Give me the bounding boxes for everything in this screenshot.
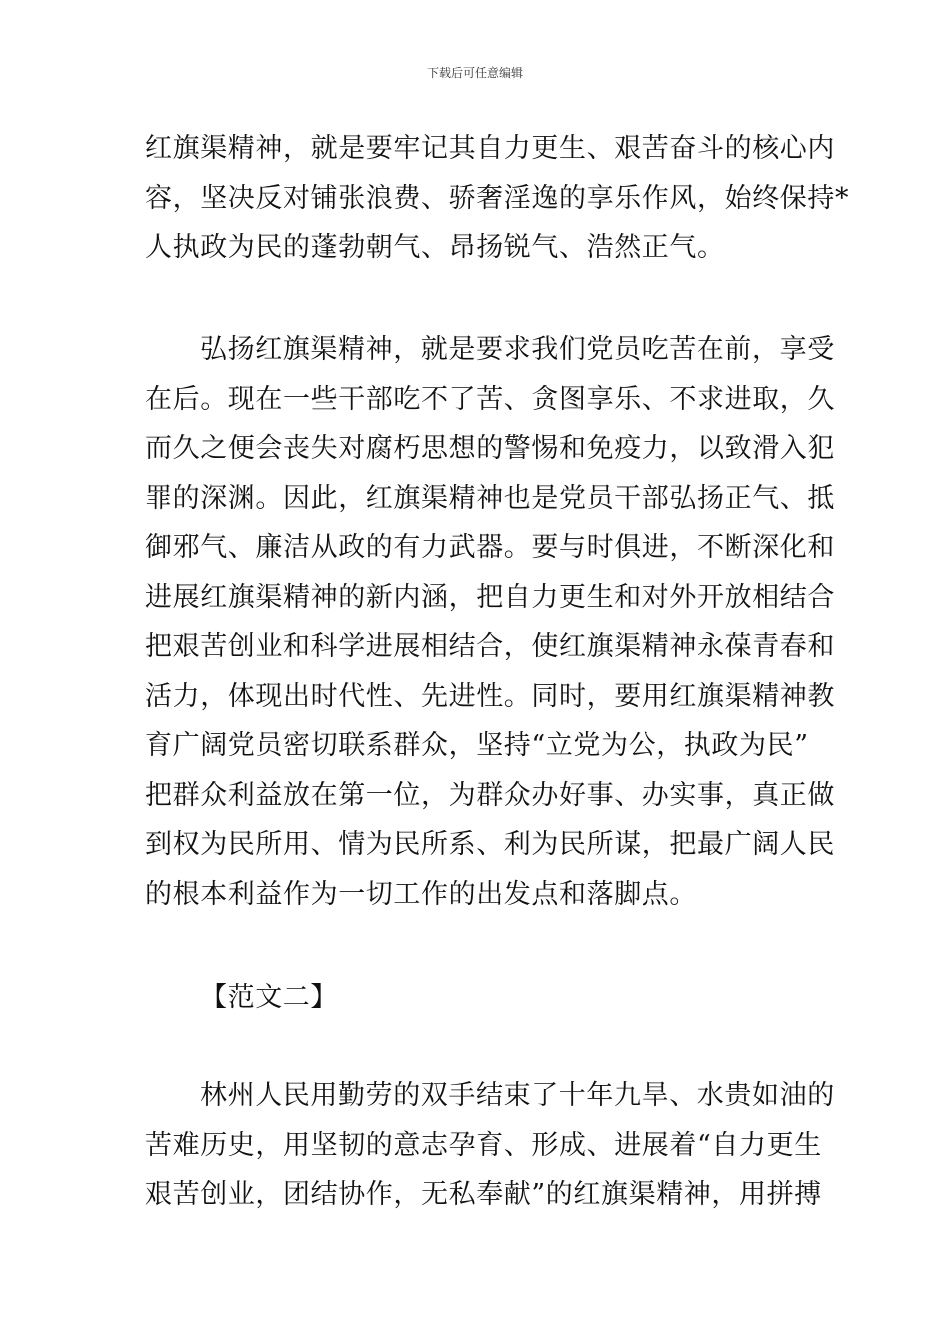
paragraph-2 <box>145 325 835 919</box>
paragraph-line: 人执政为民的蓬勃朝气、昂扬锐气、浩然正气。 <box>145 232 725 263</box>
paragraph-line: 林州人民用勤劳的双手结束了十年九旱、水贵如油的 <box>200 1080 835 1111</box>
paragraph-line: 的根本利益作为一切工作的出发点和落脚点。 <box>145 878 697 910</box>
paragraph-line: 进展红旗渠精神的新内涵，把自力更生和对外开放相结合 <box>145 581 835 613</box>
paragraph-line: 而久之便会丧失对腐朽思想的警惕和免疫力，以致滑入犯 <box>145 433 835 464</box>
paragraph-line: 红旗渠精神，就是要牢记其自力更生、艰苦奋斗的核心内 <box>145 133 835 164</box>
paragraph-line: 容，坚决反对铺张浪费、骄奢淫逸的享乐作风，始终保持* <box>145 182 850 214</box>
paragraph-line: 在后。现在一些干部吃不了苦、贪图享乐、不求进取，久 <box>145 383 835 415</box>
paragraph-3 <box>145 1071 835 1220</box>
paragraph-1 <box>145 124 850 273</box>
paragraph-line: 到权为民所用、情为民所系、利为民所谋，把最广阔人民 <box>145 829 835 860</box>
paragraph-line: 弘扬红旗渠精神，就是要求我们党员吃苦在前，享受 <box>200 334 835 365</box>
section-title <box>145 973 810 1023</box>
paragraph-line: 苦难历史，用坚韧的意志孕育、形成、进展着“自力更生 <box>145 1129 822 1161</box>
paragraph-line: 罪的深渊。因此，红旗渠精神也是党员干部弘扬正气、抵 <box>145 482 835 514</box>
paragraph-line: 艰苦创业，团结协作，无私奉献”的红旗渠精神，用拼搏 <box>145 1179 822 1210</box>
paragraph-line: 御邪气、廉洁从政的有力武器。要与时俱进，不断深化和 <box>145 532 835 563</box>
paragraph-line: 育广阔党员密切联系群众，坚持“立党为公，执政为民” <box>145 730 809 761</box>
paragraph-line: 把群众利益放在第一位，为群众办好事、办实事，真正做 <box>145 779 835 811</box>
paragraph-line: 活力，体现出时代性、先进性。同时，要用红旗渠精神教 <box>145 680 835 712</box>
page-header: 下载后可任意编辑 <box>426 66 523 80</box>
section-title-text: 【范文二】 <box>200 982 338 1013</box>
paragraph-line: 把艰苦创业和科学进展相结合，使红旗渠精神永葆青春和 <box>145 631 835 662</box>
